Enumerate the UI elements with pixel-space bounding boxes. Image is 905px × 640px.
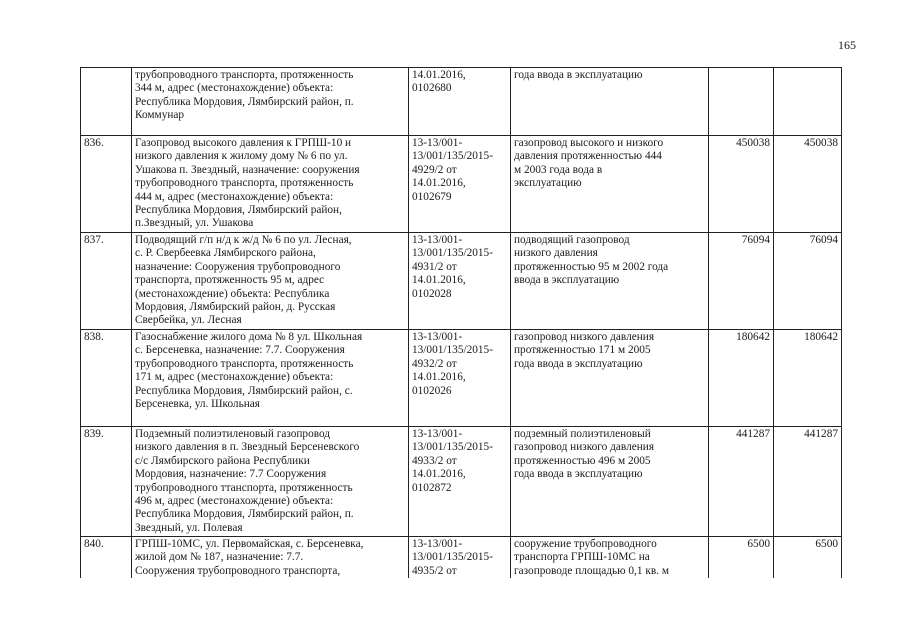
- characteristics-line: года ввода в эксплуатацию: [514, 468, 643, 481]
- description-line: Подводящий г/п н/д к ж/д № 6 по ул. Лесная,: [135, 234, 352, 246]
- registration-line: 13/001/135/2015-: [412, 441, 493, 454]
- description-line: Сооружения трубопроводного транспорта,: [135, 564, 341, 577]
- characteristics-cell: [511, 68, 709, 136]
- value-2: 76094: [809, 234, 838, 246]
- registration-record-cell: [409, 233, 511, 330]
- object-description-cell: [132, 427, 409, 537]
- characteristics-line: м 2003 года вода в: [514, 163, 603, 176]
- description-line: Берсеневка, ул. Школьная: [135, 398, 260, 411]
- page-number: 165: [838, 38, 856, 52]
- table-row: [81, 427, 842, 537]
- value-2: 450038: [804, 137, 838, 149]
- description-line: (местонахождение) объекта: Республика: [135, 287, 330, 300]
- characteristics-line: давления протяженностью 444: [514, 150, 662, 163]
- value-cell-1: [709, 537, 774, 579]
- registration-line: 0102026: [412, 384, 452, 397]
- characteristics-line: эксплуатацию: [514, 177, 582, 190]
- registration-line: 13-13/001-: [412, 331, 463, 343]
- value-cell-1: [709, 427, 774, 537]
- description-line: Газоснабжение жилого дома № 8 ул. Школьная: [135, 331, 363, 343]
- description-line: ГРПШ-10МС, ул. Первомайская, с. Берсеневка,: [135, 538, 364, 550]
- characteristics-line: газопровод низкого давления: [514, 441, 655, 454]
- description-line: трубопроводного транспорта, протяженность: [135, 69, 354, 81]
- value-2: 6500: [815, 538, 838, 550]
- registration-line: 14.01.2016,: [412, 274, 466, 287]
- description-line: низкого давления в п. Звездный Берсеневского: [135, 441, 360, 454]
- registration-line: 0102872: [412, 481, 452, 494]
- registration-line: 13/001/135/2015-: [412, 551, 493, 564]
- description-line: трубопроводного транспорта, протяженность: [135, 357, 354, 370]
- description-line: с/с Лямбирского района Республики: [135, 454, 310, 467]
- row-number-cell: [81, 68, 132, 136]
- registration-record-cell: [409, 136, 511, 233]
- characteristics-line: года ввода в эксплуатацию: [514, 69, 643, 81]
- row-number-cell: [81, 537, 132, 579]
- description-line: 496 м, адрес (местонахождение) объекта:: [135, 495, 334, 508]
- registration-line: 13-13/001-: [412, 137, 463, 149]
- description-line: Ушакова п. Звездный, назначение: сооружения: [135, 163, 360, 176]
- table-row: [81, 68, 842, 136]
- object-description-cell: [132, 233, 409, 330]
- registration-line: 14.01.2016,: [412, 468, 466, 481]
- characteristics-line: подводящий газопровод: [514, 234, 630, 246]
- registration-record-cell: [409, 427, 511, 537]
- row-number-cell: [81, 233, 132, 330]
- characteristics-line: протяженностью 496 м 2005: [514, 454, 651, 467]
- object-description-cell: [132, 330, 409, 427]
- characteristics-line: ввода в эксплуатацию: [514, 274, 620, 287]
- characteristics-line: протяженностью 95 м 2002 года: [514, 260, 669, 273]
- description-line: Звездный, ул. Полевая: [135, 521, 243, 534]
- value-1: 450038: [736, 137, 770, 149]
- registration-line: 13/001/135/2015-: [412, 344, 493, 357]
- description-line: с. Р. Свербеевка Лямбирского района,: [135, 247, 316, 260]
- description-line: 344 м, адрес (местонахождение) объекта:: [135, 82, 334, 95]
- registration-line: 0102679: [412, 190, 452, 203]
- description-line: 171 м, адрес (местонахождение) объекта:: [135, 371, 334, 384]
- value-1: 180642: [736, 331, 770, 343]
- characteristics-cell: [511, 537, 709, 579]
- table-row: [81, 330, 842, 427]
- characteristics-cell: [511, 330, 709, 427]
- value-cell-1: [709, 136, 774, 233]
- characteristics-line: газопровод низкого давления: [514, 331, 655, 343]
- value-cell-2: [774, 427, 842, 537]
- row-number-cell: [81, 136, 132, 233]
- registration-line: 13-13/001-: [412, 428, 463, 440]
- characteristics-line: сооружение трубопроводного: [514, 538, 657, 550]
- description-line: трубопроводного ттанспорта, протяженность: [135, 481, 353, 494]
- registry-table: [80, 67, 842, 578]
- table-row: [81, 233, 842, 330]
- value-cell-2: [774, 330, 842, 427]
- value-cell-2: [774, 233, 842, 330]
- value-1: 76094: [741, 234, 770, 246]
- object-description-cell: [132, 68, 409, 136]
- value-cell-1: [709, 233, 774, 330]
- object-description-cell: [132, 537, 409, 579]
- value-2: 180642: [804, 331, 838, 343]
- characteristics-line: транспорта ГРПШ-10МС на: [514, 551, 650, 564]
- description-line: транспорта, протяженность 95 м, адрес: [135, 274, 325, 287]
- characteristics-line: года ввода в эксплуатацию: [514, 357, 643, 370]
- registration-record-cell: [409, 68, 511, 136]
- registration-line: 4932/2 от: [412, 357, 457, 370]
- row-number: 837.: [84, 234, 104, 246]
- value-1: 6500: [747, 538, 770, 550]
- value-1: 441287: [736, 428, 770, 440]
- characteristics-cell: [511, 136, 709, 233]
- description-line: Газопровод высокого давления к ГРПШ-10 и: [135, 137, 352, 149]
- registration-record-cell: [409, 330, 511, 427]
- registration-line: 4935/2 от: [412, 564, 457, 577]
- description-line: Коммунар: [135, 109, 185, 122]
- description-line: низкого давления к жилому дому № 6 по ул.: [135, 150, 348, 163]
- value-cell-2: [774, 537, 842, 579]
- table-row: [81, 136, 842, 233]
- row-number-cell: [81, 427, 132, 537]
- table-row: [81, 537, 842, 579]
- registration-line: 14.01.2016,: [412, 177, 466, 190]
- characteristics-cell: [511, 233, 709, 330]
- registration-line: 0102028: [412, 287, 452, 300]
- registration-line: 4929/2 от: [412, 163, 457, 176]
- description-line: назначение: Сооружения трубопроводного: [135, 260, 341, 273]
- characteristics-line: газопровод высокого и низкого: [514, 137, 664, 149]
- registration-line: 13-13/001-: [412, 234, 463, 246]
- description-line: жилой дом № 187, назначение: 7.7.: [135, 551, 304, 564]
- description-line: п.Звездный, ул. Ушакова: [135, 217, 254, 230]
- description-line: Мордовия, назначение: 7.7 Сооружения: [135, 468, 327, 481]
- value-cell-1: [709, 330, 774, 427]
- value-cell-2: [774, 68, 842, 136]
- object-description-cell: [132, 136, 409, 233]
- value-2: 441287: [804, 428, 838, 440]
- characteristics-cell: [511, 427, 709, 537]
- value-cell-2: [774, 136, 842, 233]
- description-line: Республика Мордовия, Лямбирский район, п.: [135, 95, 354, 108]
- characteristics-line: протяженностью 171 м 2005: [514, 344, 651, 357]
- description-line: трубопроводного транспорта, протяженность: [135, 177, 354, 190]
- registration-record-cell: [409, 537, 511, 579]
- registration-line: 13/001/135/2015-: [412, 150, 493, 163]
- description-line: 444 м, адрес (местонахождение) объекта:: [135, 190, 334, 203]
- registration-line: 13-13/001-: [412, 538, 463, 550]
- row-number-cell: [81, 330, 132, 427]
- registration-line: 0102680: [412, 82, 452, 95]
- registration-line: 14.01.2016,: [412, 69, 466, 81]
- row-number: 840.: [84, 538, 104, 550]
- value-cell-1: [709, 68, 774, 136]
- row-number: 839.: [84, 428, 104, 440]
- description-line: с. Берсеневка, назначение: 7.7. Сооружения: [135, 344, 345, 357]
- characteristics-line: газопроводе площадью 0,1 кв. м: [514, 564, 669, 577]
- description-line: Республика Мордовия, Лямбирский район, п.: [135, 508, 354, 521]
- characteristics-line: низкого давления: [514, 247, 598, 260]
- characteristics-line: подземный полиэтиленовый: [514, 428, 651, 440]
- description-line: Подземный полиэтиленовый газопровод: [135, 428, 331, 440]
- description-line: Мордовия, Лямбирский район, д. Русская: [135, 301, 336, 314]
- row-number: 838.: [84, 331, 104, 343]
- description-line: Республика Мордовия, Лямбирский район, с.: [135, 384, 353, 397]
- registration-line: 13/001/135/2015-: [412, 247, 493, 260]
- row-number: 836.: [84, 137, 104, 149]
- registration-line: 4933/2 от: [412, 454, 457, 467]
- description-line: Республика Мордовия, Лямбирский район,: [135, 204, 342, 217]
- registration-line: 4931/2 от: [412, 260, 457, 273]
- registration-line: 14.01.2016,: [412, 371, 466, 384]
- description-line: Свербейка, ул. Лесная: [135, 314, 242, 327]
